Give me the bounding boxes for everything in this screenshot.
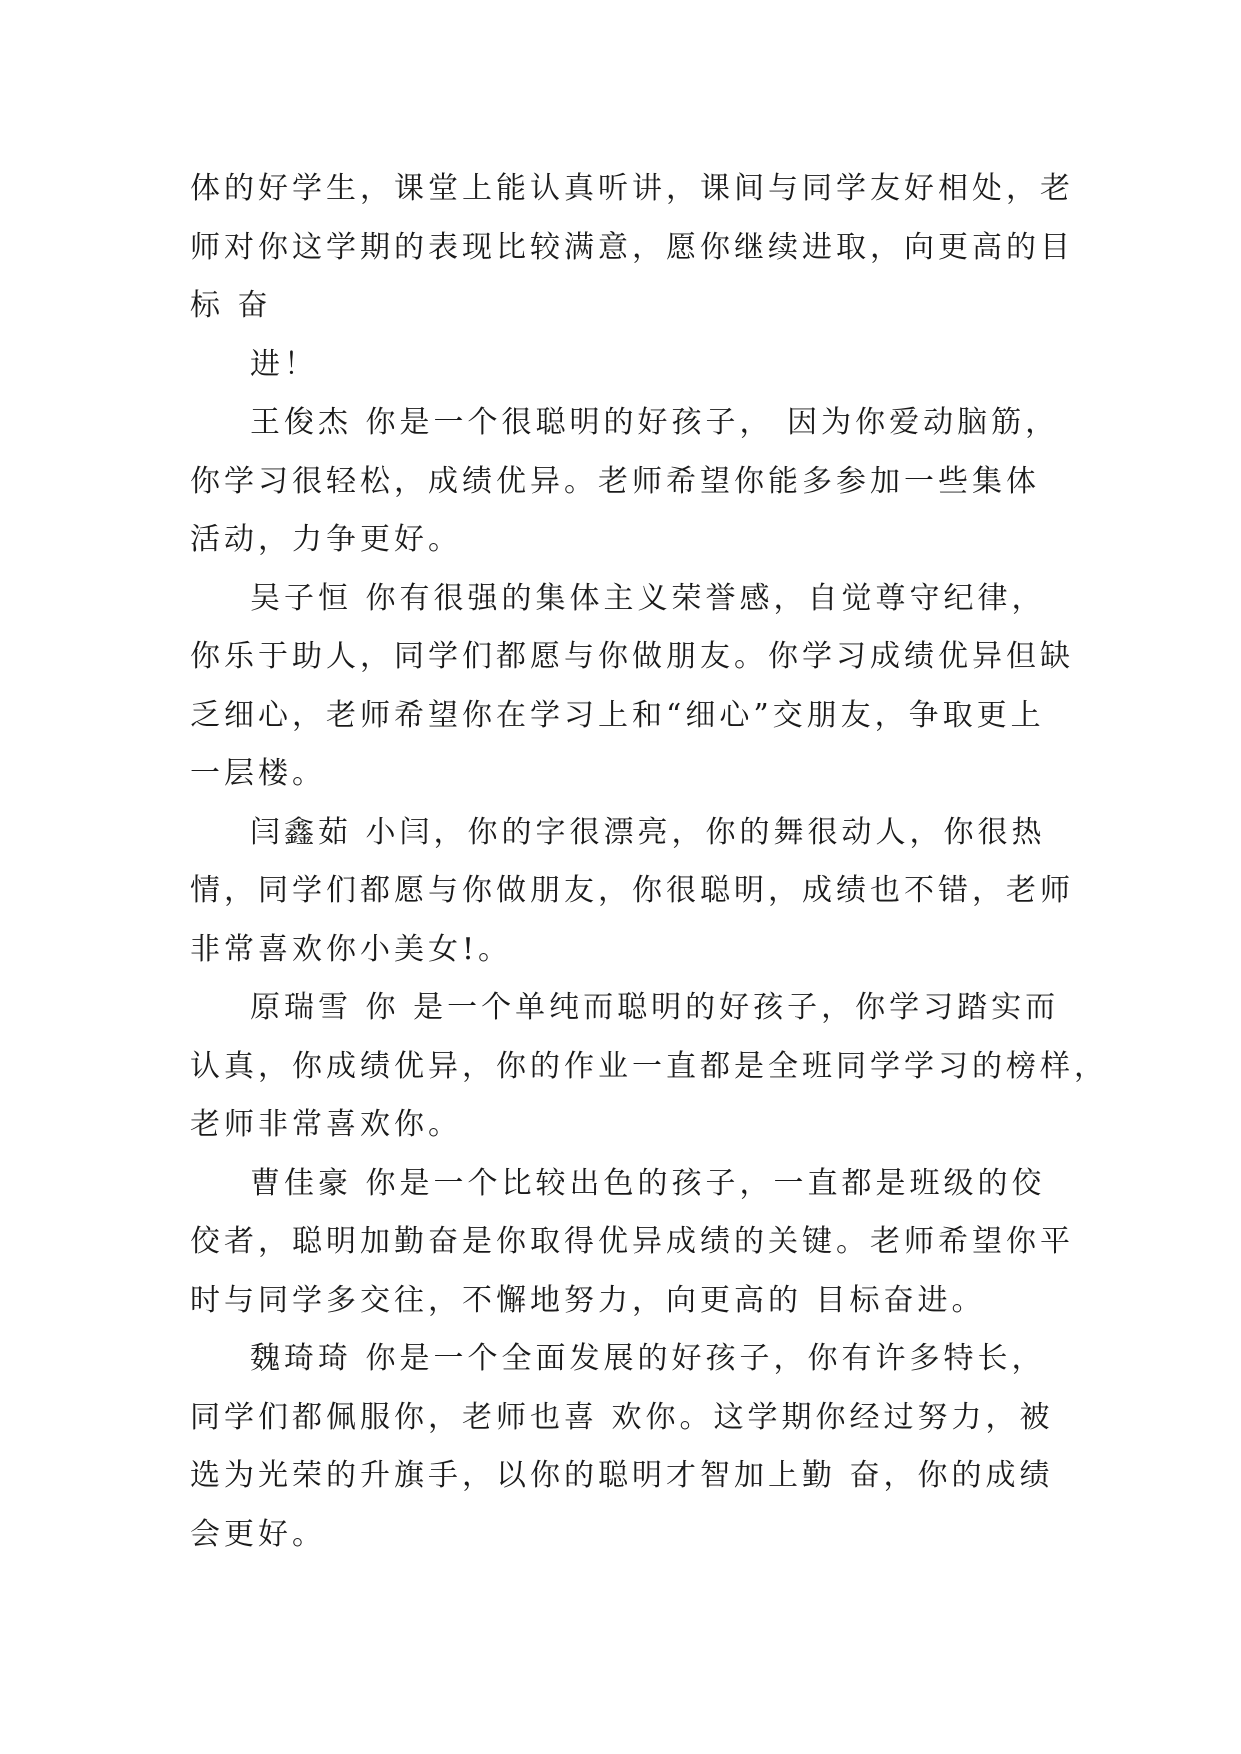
text-line: 王俊杰 你是一个很聪明的好孩子， 因为你爱动脑筋， bbox=[250, 405, 1060, 440]
text-line: 标 奋 bbox=[190, 288, 272, 323]
text-line: 师对你这学期的表现比较满意，愿你继续进取，向更高的目 bbox=[190, 229, 1074, 265]
text-line: 情，同学们都愿与你做朋友，你很聪明，成绩也不错，老师 bbox=[190, 873, 1074, 908]
text-line: 选为光荣的升旗手，以你的聪明才智加上勤 奋，你的成绩 bbox=[190, 1458, 1054, 1493]
text-line: 体的好学生，课堂上能认真听讲，课间与同学友好相处，老 bbox=[190, 171, 1074, 206]
text-line: 老师非常喜欢你。 bbox=[190, 1107, 462, 1142]
text-line: 进！ bbox=[250, 346, 318, 382]
document-body bbox=[190, 160, 1108, 1564]
text-line: 非常喜欢你小美女!。 bbox=[190, 931, 513, 967]
text-line: 曹佳豪 你是一个比较出色的孩子，一直都是班级的佼 bbox=[250, 1165, 1046, 1201]
text-line: 一层楼。 bbox=[190, 756, 326, 791]
text-line: 会更好。 bbox=[190, 1516, 326, 1552]
comment-paragraph bbox=[190, 1155, 1074, 1331]
text-line: 吴子恒 你有很强的集体主义荣誉感，自觉尊守纪律， bbox=[250, 580, 1046, 616]
text-line: 活动，力争更好。 bbox=[190, 522, 462, 557]
text-line: 佼者，聪明加勤奋是你取得优异成绩的关键。老师希望你平 bbox=[190, 1224, 1074, 1259]
comment-paragraph bbox=[190, 570, 1074, 804]
text-line: 魏琦琦 你是一个全面发展的好孩子，你有许多特长， bbox=[250, 1341, 1046, 1376]
text-line: 时与同学多交往，不懈地努力，向更高的 目标奋进。 bbox=[190, 1282, 986, 1318]
text-line: 原瑞雪 你 是一个单纯而聪明的好孩子，你学习踏实而 bbox=[250, 990, 1060, 1025]
text-line: 认真，你成绩优异，你的作业一直都是全班同学学习的榜样， bbox=[190, 1048, 1108, 1084]
comment-paragraph bbox=[190, 979, 1108, 1155]
comment-paragraph bbox=[190, 804, 1074, 980]
text-line: 你学习很轻松，成绩优异。老师希望你能多参加一些集体 bbox=[190, 463, 1040, 499]
text-line: 乏细心，老师希望你在学习上和“细心”交朋友，争取更上 bbox=[190, 697, 1045, 733]
comment-paragraph bbox=[190, 394, 1060, 570]
text-line: 同学们都佩服你，老师也喜 欢你。这学期你经过努力，被 bbox=[190, 1399, 1054, 1435]
text-line: 你乐于助人，同学们都愿与你做朋友。你学习成绩优异但缺 bbox=[190, 639, 1074, 674]
opening-paragraph bbox=[190, 160, 1074, 394]
text-line: 闫鑫茹 小闫，你的字很漂亮，你的舞很动人，你很热 bbox=[250, 814, 1046, 850]
comment-paragraph bbox=[190, 1330, 1060, 1564]
